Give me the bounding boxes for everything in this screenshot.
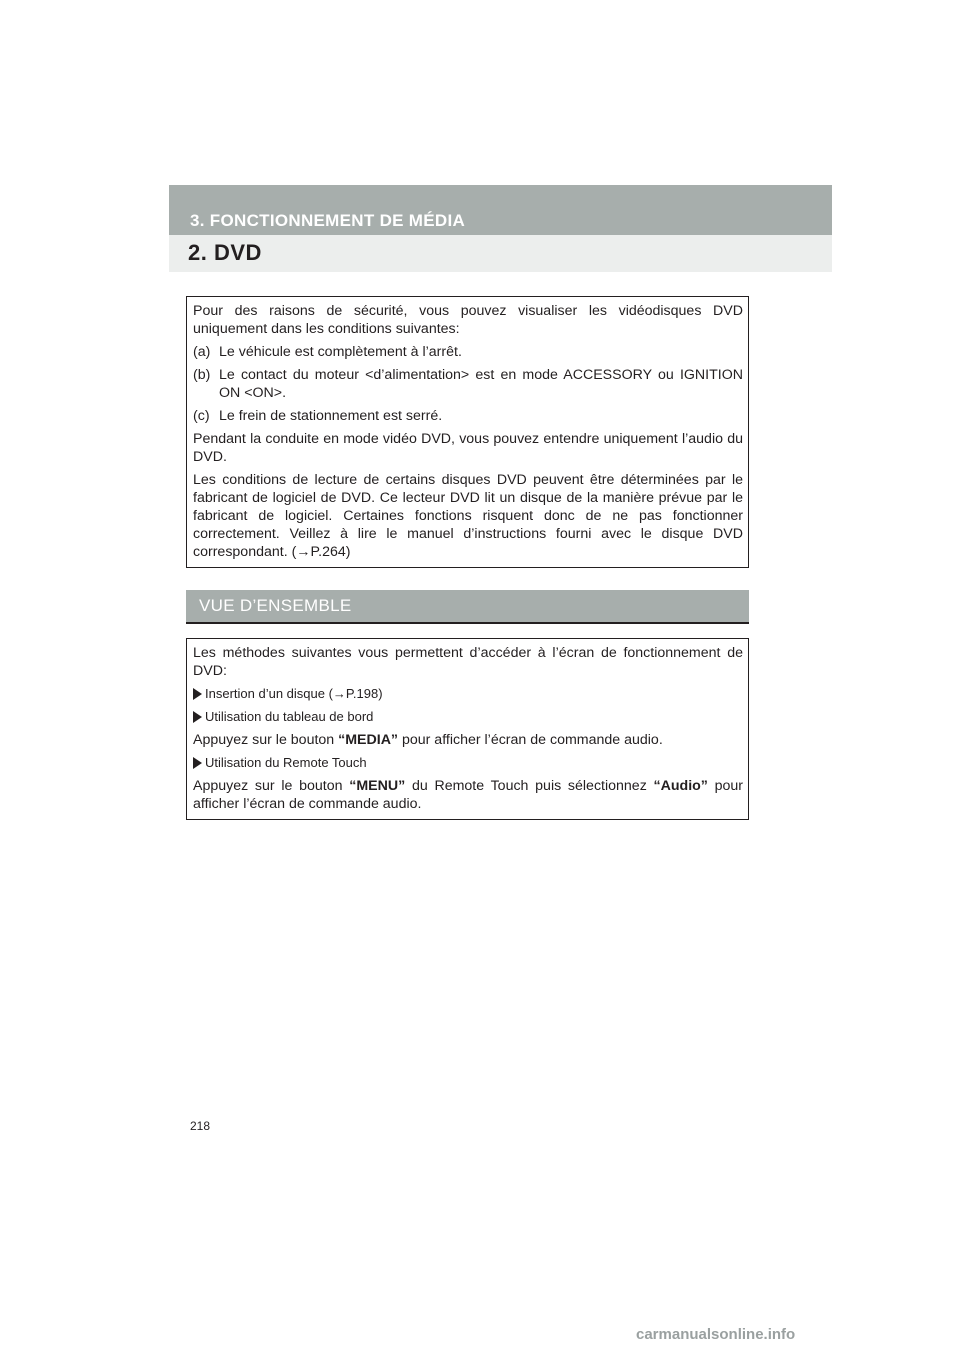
caution-intro: Pour des raisons de sécurité, vous pouvez visualiser les vidéodisques DVD uniquement dans les conditions suivantes: <box>193 303 743 337</box>
caution-playback-note: Les conditions de lecture de certains disques DVD peuvent être déterminées par le fabricant de logiciel de DVD. Ce lecteur DVD lit un disque de la manière prévue par le fabricant de logiciel. Certaines fonctions risquent donc de ne pas fonctionner correctement. Veillez à lire le manuel d’instructions fourni avec le disque DVD correspondant. (→P.264) <box>193 472 743 560</box>
step-text: Appuyez sur le bouton <box>193 732 339 748</box>
section-heading: 3. FONCTIONNEMENT DE MÉDIA <box>190 211 466 230</box>
caution-box <box>186 296 749 568</box>
step-text: pour afficher l’écran de commande audio. <box>398 732 663 748</box>
triangle-bullet-icon <box>193 757 202 769</box>
page-number: 218 <box>190 1119 211 1133</box>
method-label: Utilisation du tableau de bord <box>205 709 374 724</box>
page-title: 2. DVD <box>188 240 262 265</box>
condition-text: Le véhicule est complètement à l’arrêt. <box>219 344 462 360</box>
step-text: pour afficher l’écran de commande audio. <box>193 778 744 812</box>
method-item <box>193 708 743 726</box>
triangle-bullet-icon <box>193 688 202 700</box>
step-text: du Remote Touch puis sélectionnez <box>405 778 654 794</box>
menu-button-label: “MENU” <box>349 778 406 794</box>
condition-text: Le contact du moteur <d’alimentation> est en mode ACCESSORY ou IGNITION ON <ON>. <box>219 367 743 401</box>
section-title: VUE D’ENSEMBLE <box>199 596 352 615</box>
condition-item <box>193 407 743 425</box>
media-button-label: “MEDIA” <box>338 732 399 748</box>
watermark: carmanualsonline.info <box>636 1326 796 1343</box>
condition-item <box>193 343 743 361</box>
condition-label: (c) <box>193 408 210 424</box>
audio-option-label: “Audio” <box>653 778 708 794</box>
overview-intro: Les méthodes suivantes vous permettent d’accéder à l’écran de fonctionnement de DVD: <box>193 645 743 679</box>
condition-label: (b) <box>193 367 211 383</box>
method-step <box>193 731 743 749</box>
step-text: Appuyez sur le bouton <box>193 778 350 794</box>
triangle-bullet-icon <box>193 711 202 723</box>
method-item <box>193 685 743 703</box>
method-label: Insertion d’un disque (→P.198) <box>205 686 383 701</box>
method-label: Utilisation du Remote Touch <box>205 755 367 770</box>
caution-audio-note: Pendant la conduite en mode vidéo DVD, vous pouvez entendre uniquement l’audio du DVD. <box>193 431 743 465</box>
overview-box <box>186 638 749 820</box>
method-step <box>193 777 743 813</box>
condition-label: (a) <box>193 344 211 360</box>
section-divider <box>186 622 749 624</box>
condition-item <box>193 366 743 402</box>
method-item <box>193 754 743 772</box>
title-band <box>169 235 832 272</box>
condition-text: Le frein de stationnement est serré. <box>219 408 443 424</box>
